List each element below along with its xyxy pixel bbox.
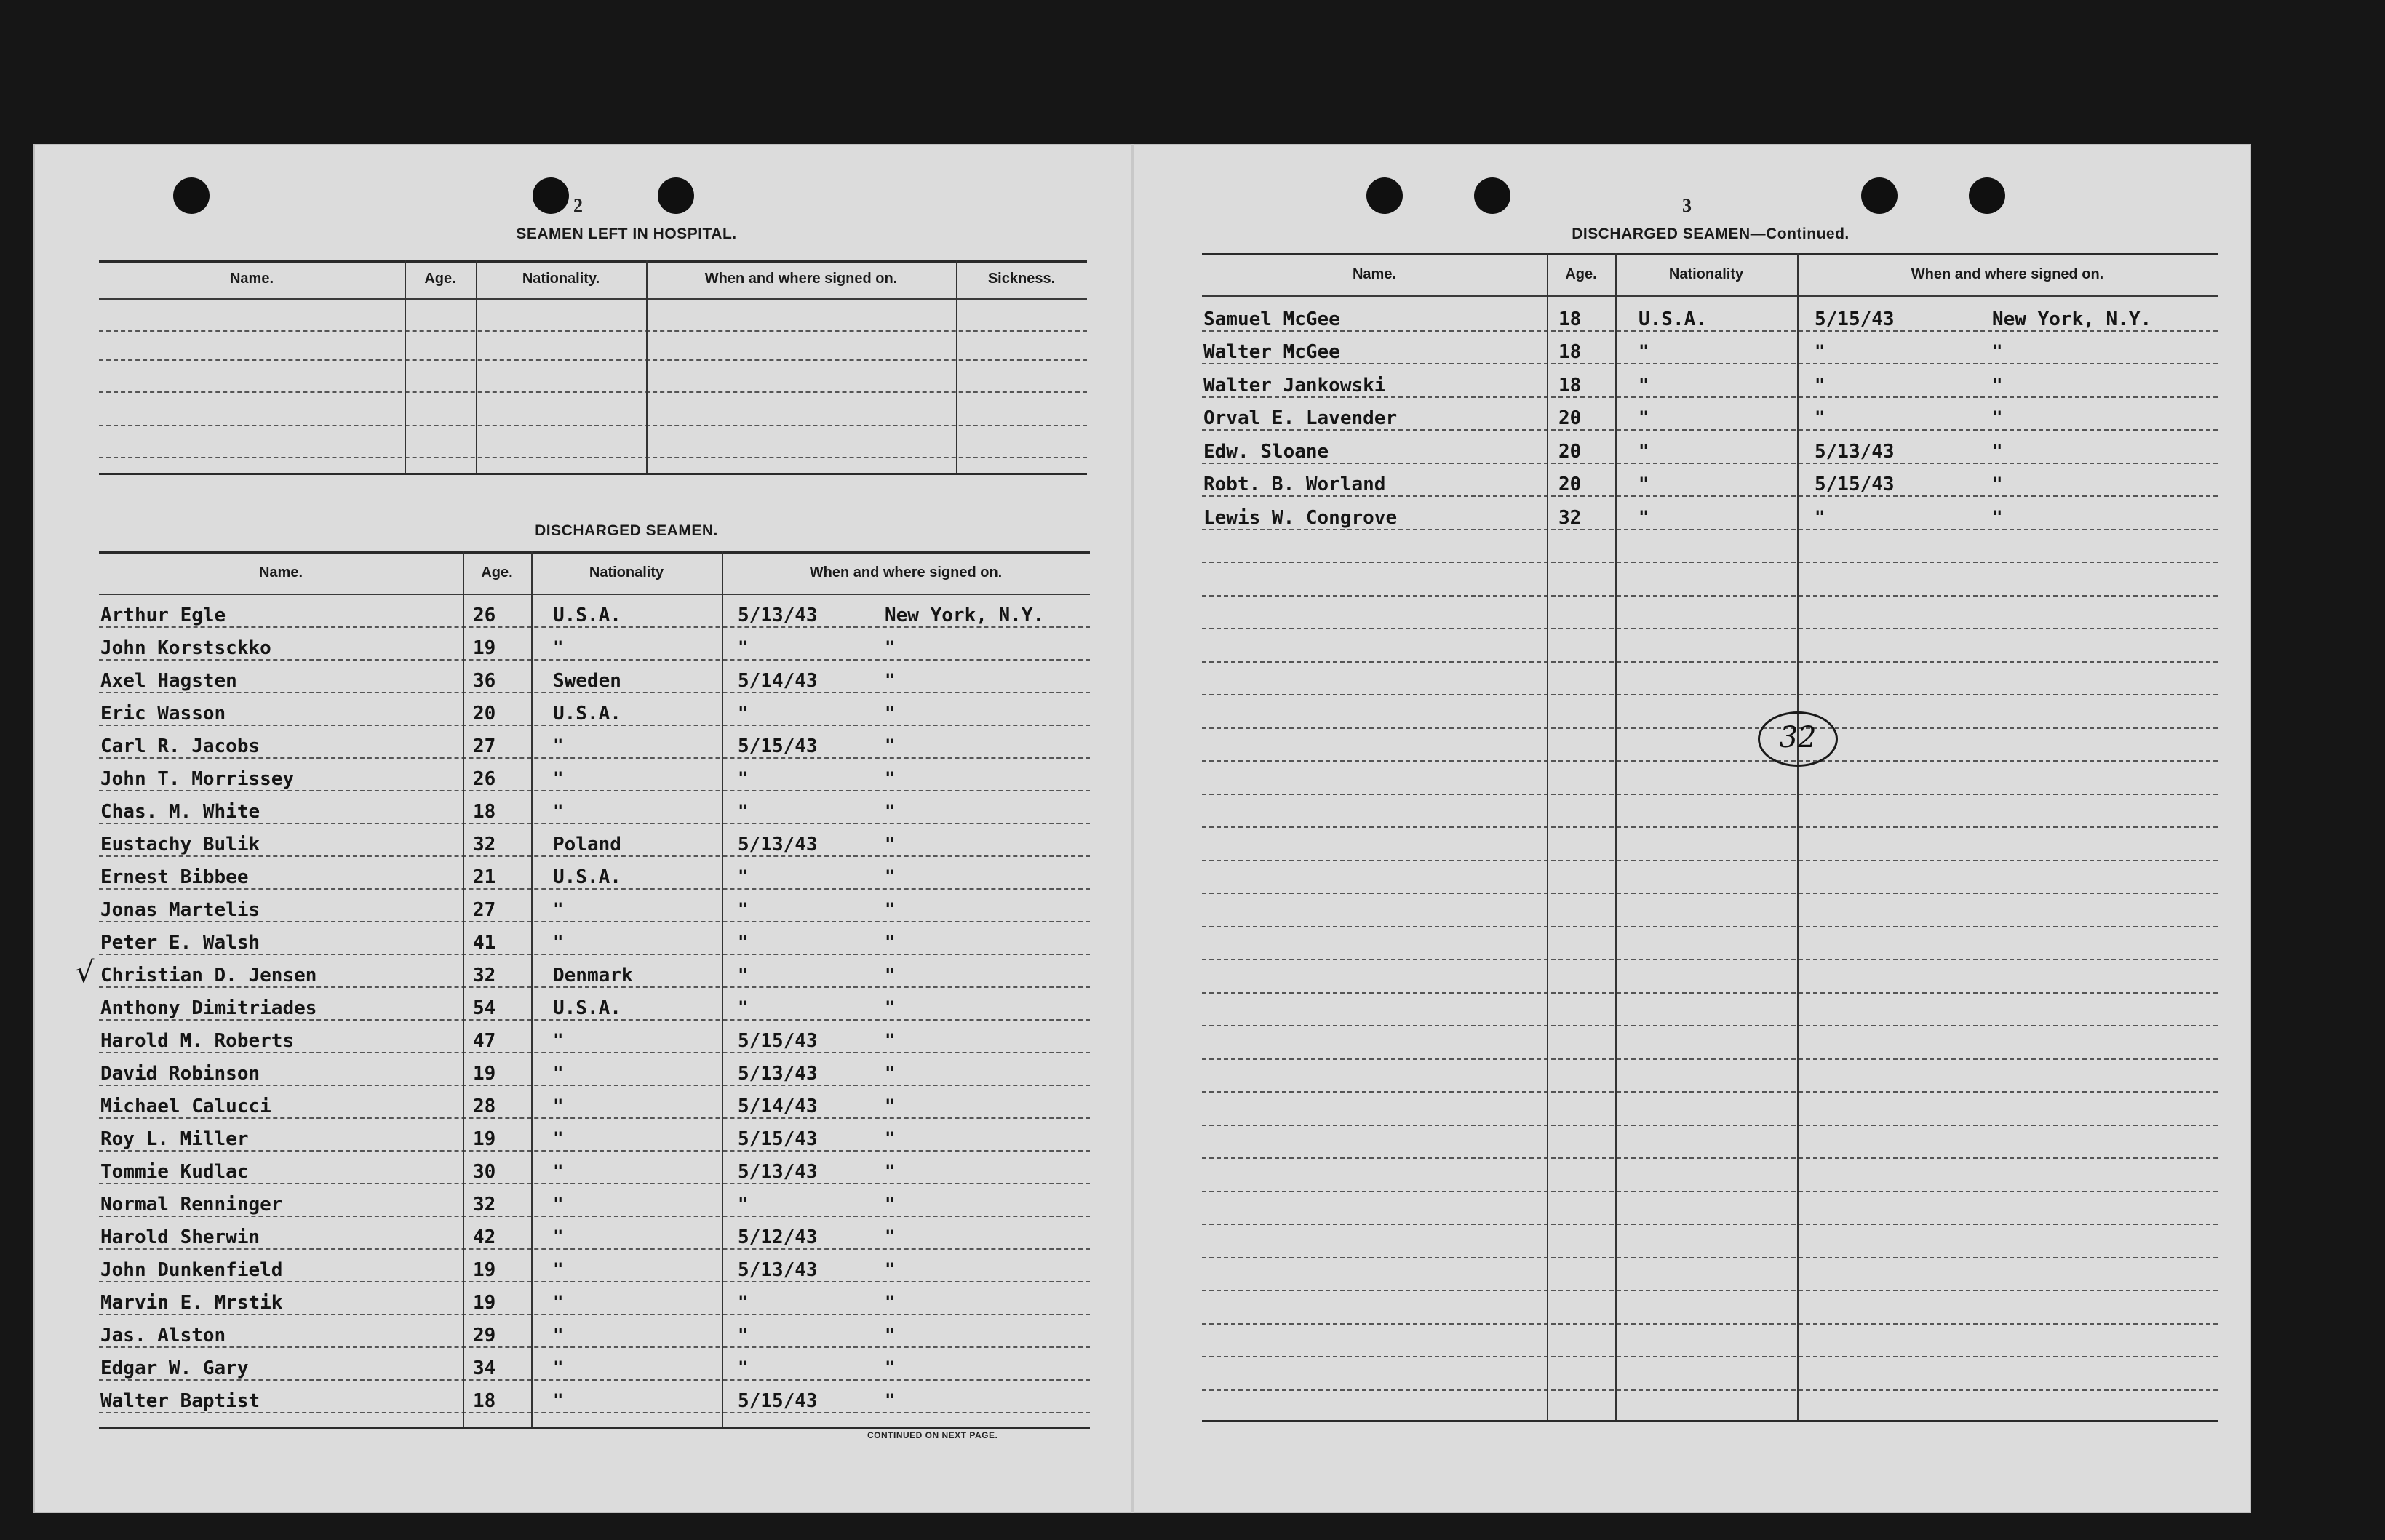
dotted-row-line	[1202, 396, 2218, 398]
ditto-mark: "	[553, 1325, 564, 1345]
dotted-row-line	[1202, 363, 2218, 364]
row-age: 34	[473, 1357, 496, 1379]
page-number: 2	[573, 195, 583, 216]
row-name: Chas. M. White	[100, 801, 260, 823]
row-date: 5/15/43	[738, 1390, 818, 1412]
dotted-row-line	[99, 1150, 1090, 1152]
dotted-row-line	[99, 855, 1090, 857]
row-date: 5/15/43	[738, 735, 818, 757]
ditto-mark: "	[885, 965, 896, 985]
ditto-mark: "	[1992, 474, 2003, 494]
dotted-row-line	[99, 1117, 1090, 1119]
row-age: 28	[473, 1096, 496, 1117]
row-name: Tommie Kudlac	[100, 1161, 249, 1183]
ditto-mark: "	[553, 1096, 564, 1116]
row-age: 41	[473, 932, 496, 954]
dotted-row-line	[99, 757, 1090, 759]
column-rule	[463, 551, 464, 1427]
dotted-row-line	[99, 626, 1090, 628]
dotted-row-line	[99, 330, 1087, 332]
dotted-row-line	[1202, 1091, 2218, 1093]
ditto-mark: "	[885, 1128, 896, 1149]
row-nat: Denmark	[553, 965, 633, 986]
row-name: Jonas Martelis	[100, 899, 260, 921]
column-header: When and where signed on.	[809, 564, 1003, 581]
column-rule	[1547, 253, 1548, 1420]
row-age: 20	[473, 703, 496, 725]
ditto-mark: "	[738, 703, 749, 723]
ditto-mark: "	[553, 801, 564, 821]
column-rule	[1615, 253, 1617, 1420]
ditto-mark: "	[553, 932, 564, 952]
row-name: Walter Baptist	[100, 1390, 260, 1412]
dotted-row-line	[1202, 1125, 2218, 1126]
ditto-mark: "	[553, 1259, 564, 1280]
row-age: 19	[473, 637, 496, 659]
column-header: Age.	[424, 271, 456, 287]
table-rule	[99, 298, 1087, 300]
row-date: 5/12/43	[738, 1226, 818, 1248]
manifest-sheet	[33, 144, 2251, 1513]
ditto-mark: "	[885, 735, 896, 756]
ditto-mark: "	[738, 1325, 749, 1345]
row-age: 29	[473, 1325, 496, 1346]
ditto-mark: "	[885, 997, 896, 1018]
row-name: Jas. Alston	[100, 1325, 226, 1346]
ditto-mark: "	[553, 768, 564, 789]
ditto-mark: "	[1992, 341, 2003, 362]
column-header: Name.	[229, 271, 274, 287]
ditto-mark: "	[738, 768, 749, 789]
ditto-mark: "	[553, 1390, 564, 1411]
row-name: Samuel McGee	[1203, 308, 1340, 330]
ditto-mark: "	[553, 1226, 564, 1247]
dotted-row-line	[1202, 959, 2218, 960]
row-date: 5/15/43	[1815, 474, 1895, 495]
row-name: Walter Jankowski	[1203, 374, 1386, 396]
row-age: 36	[473, 670, 496, 692]
ditto-mark: "	[553, 1063, 564, 1083]
column-rule	[531, 551, 533, 1427]
row-name: Anthony Dimitriades	[100, 997, 317, 1019]
dotted-row-line	[1202, 1389, 2218, 1391]
row-nat: U.S.A.	[553, 605, 621, 626]
ditto-mark: "	[1815, 374, 1825, 395]
row-age: 20	[1558, 440, 1582, 463]
dotted-row-line	[99, 790, 1090, 791]
ditto-mark: "	[1639, 407, 1649, 428]
table-rule	[99, 473, 1087, 475]
row-age: 26	[473, 768, 496, 790]
ditto-mark: "	[553, 1292, 564, 1312]
row-name: Eustachy Bulik	[100, 834, 260, 855]
ditto-mark: "	[1992, 440, 2003, 461]
ditto-mark: "	[885, 1259, 896, 1280]
ditto-mark: "	[738, 1357, 749, 1378]
dotted-row-line	[1202, 429, 2218, 431]
dotted-row-line	[1202, 826, 2218, 828]
ditto-mark: "	[553, 1194, 564, 1214]
ditto-mark: "	[1815, 407, 1825, 428]
dotted-row-line	[1202, 760, 2218, 762]
column-header: Age.	[481, 564, 513, 581]
column-header: Nationality.	[522, 271, 600, 287]
row-date: 5/13/43	[738, 834, 818, 855]
row-name: Orval E. Lavender	[1203, 407, 1398, 429]
row-nat: Poland	[553, 834, 621, 855]
dotted-row-line	[1202, 694, 2218, 695]
column-header: Sickness.	[987, 271, 1056, 287]
dotted-row-line	[1202, 628, 2218, 629]
ditto-mark: "	[885, 899, 896, 919]
dotted-row-line	[1202, 1224, 2218, 1225]
column-rule	[405, 260, 406, 473]
row-name: Normal Renninger	[100, 1194, 283, 1216]
page-number: 3	[1682, 195, 1692, 216]
row-name: Marvin E. Mrstik	[100, 1292, 283, 1314]
row-date: 5/13/43	[738, 605, 818, 626]
discharged-section-title: DISCHARGED SEAMEN.	[535, 522, 718, 539]
ditto-mark: "	[738, 932, 749, 952]
dotted-row-line	[1202, 595, 2218, 597]
handwritten-note: 32	[1758, 711, 1838, 767]
row-date: 5/14/43	[738, 670, 818, 692]
row-age: 32	[473, 965, 496, 986]
table-rule	[99, 594, 1090, 595]
row-age: 19	[473, 1063, 496, 1085]
row-age: 18	[1558, 374, 1582, 396]
row-date: 5/13/43	[738, 1161, 818, 1183]
page-fold	[1131, 144, 1134, 1513]
dotted-row-line	[99, 954, 1090, 955]
row-name: Edw. Sloane	[1203, 440, 1329, 463]
row-age: 30	[473, 1161, 496, 1183]
row-place: New York, N.Y.	[1992, 308, 2152, 330]
dotted-row-line	[1202, 1356, 2218, 1357]
row-name: Edgar W. Gary	[100, 1357, 249, 1379]
punch-hole	[1969, 177, 2005, 214]
hospital-section-title: SEAMEN LEFT IN HOSPITAL.	[516, 226, 737, 242]
dotted-row-line	[99, 457, 1087, 458]
ditto-mark: "	[738, 866, 749, 887]
ditto-mark: "	[738, 1194, 749, 1214]
dotted-row-line	[99, 359, 1087, 361]
punch-hole	[533, 177, 569, 214]
row-name: Harold Sherwin	[100, 1226, 260, 1248]
dotted-row-line	[99, 1248, 1090, 1250]
dotted-row-line	[1202, 1323, 2218, 1325]
ditto-mark: "	[1639, 440, 1649, 461]
dotted-row-line	[1202, 794, 2218, 795]
table-rule	[1202, 1420, 2218, 1422]
row-age: 42	[473, 1226, 496, 1248]
dotted-row-line	[1202, 1157, 2218, 1159]
ditto-mark: "	[885, 1096, 896, 1116]
ditto-mark: "	[553, 1357, 564, 1378]
row-age: 27	[473, 899, 496, 921]
column-header: Nationality	[1668, 266, 1744, 282]
ditto-mark: "	[885, 801, 896, 821]
row-name: Michael Calucci	[100, 1096, 271, 1117]
row-nat: U.S.A.	[553, 997, 621, 1019]
ditto-mark: "	[885, 1030, 896, 1050]
row-place: New York, N.Y.	[885, 605, 1045, 626]
dotted-row-line	[99, 921, 1090, 922]
row-nat: U.S.A.	[1639, 308, 1707, 330]
dotted-row-line	[99, 1346, 1090, 1348]
row-nat: U.S.A.	[553, 866, 621, 888]
row-date: 5/15/43	[1815, 308, 1895, 330]
row-name: Robt. B. Worland	[1203, 474, 1386, 495]
dotted-row-line	[99, 659, 1090, 661]
dotted-row-line	[99, 1085, 1090, 1086]
column-rule	[646, 260, 648, 473]
table-rule	[99, 551, 1090, 554]
row-date: 5/13/43	[1815, 440, 1895, 463]
column-rule	[1797, 253, 1799, 1420]
ditto-mark: "	[885, 703, 896, 723]
ditto-mark: "	[738, 1292, 749, 1312]
dotted-row-line	[99, 725, 1090, 726]
ditto-mark: "	[885, 1063, 896, 1083]
dotted-row-line	[99, 1314, 1090, 1315]
ditto-mark: "	[1815, 506, 1825, 527]
row-name: Arthur Egle	[100, 605, 226, 626]
column-rule	[956, 260, 957, 473]
ditto-mark: "	[738, 965, 749, 985]
table-rule	[1202, 253, 2218, 255]
discharged-continued-title: DISCHARGED SEAMEN—Continued.	[1572, 226, 1850, 242]
column-header: When and where signed on.	[704, 271, 898, 287]
dotted-row-line	[99, 391, 1087, 393]
punch-hole	[173, 177, 210, 214]
row-name: David Robinson	[100, 1063, 260, 1085]
row-name: Carl R. Jacobs	[100, 735, 260, 757]
row-age: 20	[1558, 407, 1582, 429]
dotted-row-line	[99, 1019, 1090, 1021]
dotted-row-line	[99, 1183, 1090, 1184]
dotted-row-line	[1202, 1257, 2218, 1258]
ditto-mark: "	[1992, 506, 2003, 527]
ditto-mark: "	[885, 932, 896, 952]
ditto-mark: "	[738, 801, 749, 821]
row-name: Christian D. Jensen	[100, 965, 317, 986]
column-header: Name.	[1352, 266, 1397, 282]
dotted-row-line	[1202, 1025, 2218, 1026]
column-rule	[722, 551, 723, 1427]
dotted-row-line	[99, 1052, 1090, 1053]
dotted-row-line	[1202, 330, 2218, 332]
dotted-row-line	[99, 425, 1087, 426]
row-age: 32	[473, 834, 496, 855]
row-age: 18	[473, 801, 496, 823]
dotted-row-line	[1202, 926, 2218, 927]
ditto-mark: "	[1639, 374, 1649, 395]
row-age: 27	[473, 735, 496, 757]
column-header: Age.	[1565, 266, 1597, 282]
punch-hole	[1474, 177, 1510, 214]
dotted-row-line	[1202, 1191, 2218, 1192]
row-age: 18	[473, 1390, 496, 1412]
row-name: Peter E. Walsh	[100, 932, 260, 954]
dotted-row-line	[1202, 1290, 2218, 1291]
row-age: 19	[473, 1259, 496, 1281]
row-name: Roy L. Miller	[100, 1128, 249, 1150]
punch-hole	[1366, 177, 1403, 214]
dotted-row-line	[99, 1412, 1090, 1413]
table-rule	[99, 260, 1087, 263]
punch-hole	[658, 177, 694, 214]
table-rule	[1202, 295, 2218, 297]
row-age: 18	[1558, 341, 1582, 363]
row-name: Ernest Bibbee	[100, 866, 249, 888]
row-age: 26	[473, 605, 496, 626]
dotted-row-line	[1202, 893, 2218, 894]
row-date: 5/15/43	[738, 1128, 818, 1150]
ditto-mark: "	[885, 1226, 896, 1247]
row-date: 5/13/43	[738, 1063, 818, 1085]
ditto-mark: "	[885, 866, 896, 887]
row-age: 20	[1558, 474, 1582, 495]
ditto-mark: "	[553, 637, 564, 658]
row-name: Axel Hagsten	[100, 670, 237, 692]
row-age: 21	[473, 866, 496, 888]
ditto-mark: "	[553, 899, 564, 919]
ditto-mark: "	[553, 1161, 564, 1181]
ditto-mark: "	[1992, 407, 2003, 428]
punch-hole	[1861, 177, 1898, 214]
dotted-row-line	[99, 692, 1090, 693]
row-name: Eric Wasson	[100, 703, 226, 725]
row-name: John Korstsckko	[100, 637, 271, 659]
row-name: Lewis W. Congrove	[1203, 506, 1398, 529]
dotted-row-line	[1202, 463, 2218, 464]
row-name: Harold M. Roberts	[100, 1030, 295, 1052]
row-date: 5/15/43	[738, 1030, 818, 1052]
dotted-row-line	[99, 823, 1090, 824]
ditto-mark: "	[885, 1390, 896, 1411]
column-header: Nationality	[589, 564, 664, 581]
dotted-row-line	[99, 1216, 1090, 1217]
ditto-mark: "	[885, 1357, 896, 1378]
ditto-mark: "	[738, 997, 749, 1018]
dotted-row-line	[1202, 562, 2218, 563]
ditto-mark: "	[885, 637, 896, 658]
continued-note: CONTINUED ON NEXT PAGE.	[867, 1430, 998, 1440]
table-rule	[99, 1427, 1090, 1429]
dotted-row-line	[99, 888, 1090, 890]
ditto-mark: "	[885, 834, 896, 854]
ditto-mark: "	[1815, 341, 1825, 362]
ditto-mark: "	[885, 670, 896, 690]
column-header: When and where signed on.	[1911, 266, 2104, 282]
row-name: Walter McGee	[1203, 341, 1340, 363]
row-date: 5/13/43	[738, 1259, 818, 1281]
dotted-row-line	[99, 986, 1090, 988]
row-age: 19	[473, 1128, 496, 1150]
row-name: John T. Morrissey	[100, 768, 295, 790]
row-age: 47	[473, 1030, 496, 1052]
dotted-row-line	[1202, 727, 2218, 729]
dotted-row-line	[1202, 661, 2218, 663]
ditto-mark: "	[885, 1292, 896, 1312]
ditto-mark: "	[553, 1030, 564, 1050]
dotted-row-line	[99, 1379, 1090, 1381]
row-age: 32	[473, 1194, 496, 1216]
dotted-row-line	[1202, 992, 2218, 994]
row-age: 18	[1558, 308, 1582, 330]
check-mark: √	[76, 956, 95, 989]
ditto-mark: "	[885, 1194, 896, 1214]
ditto-mark: "	[885, 768, 896, 789]
column-rule	[476, 260, 477, 473]
row-name: John Dunkenfield	[100, 1259, 283, 1281]
ditto-mark: "	[1992, 374, 2003, 395]
row-date: 5/14/43	[738, 1096, 818, 1117]
row-nat: Sweden	[553, 670, 621, 692]
dotted-row-line	[1202, 529, 2218, 530]
ditto-mark: "	[1639, 341, 1649, 362]
column-header: Name.	[258, 564, 303, 581]
dotted-row-line	[99, 1281, 1090, 1282]
ditto-mark: "	[1639, 506, 1649, 527]
dotted-row-line	[1202, 860, 2218, 861]
row-age: 54	[473, 997, 496, 1019]
ditto-mark: "	[738, 637, 749, 658]
dotted-row-line	[1202, 1058, 2218, 1060]
ditto-mark: "	[738, 899, 749, 919]
row-nat: U.S.A.	[553, 703, 621, 725]
row-age: 19	[473, 1292, 496, 1314]
ditto-mark: "	[553, 1128, 564, 1149]
ditto-mark: "	[553, 735, 564, 756]
row-age: 32	[1558, 506, 1582, 529]
ditto-mark: "	[1639, 474, 1649, 494]
ditto-mark: "	[885, 1325, 896, 1345]
ditto-mark: "	[885, 1161, 896, 1181]
dotted-row-line	[1202, 495, 2218, 497]
